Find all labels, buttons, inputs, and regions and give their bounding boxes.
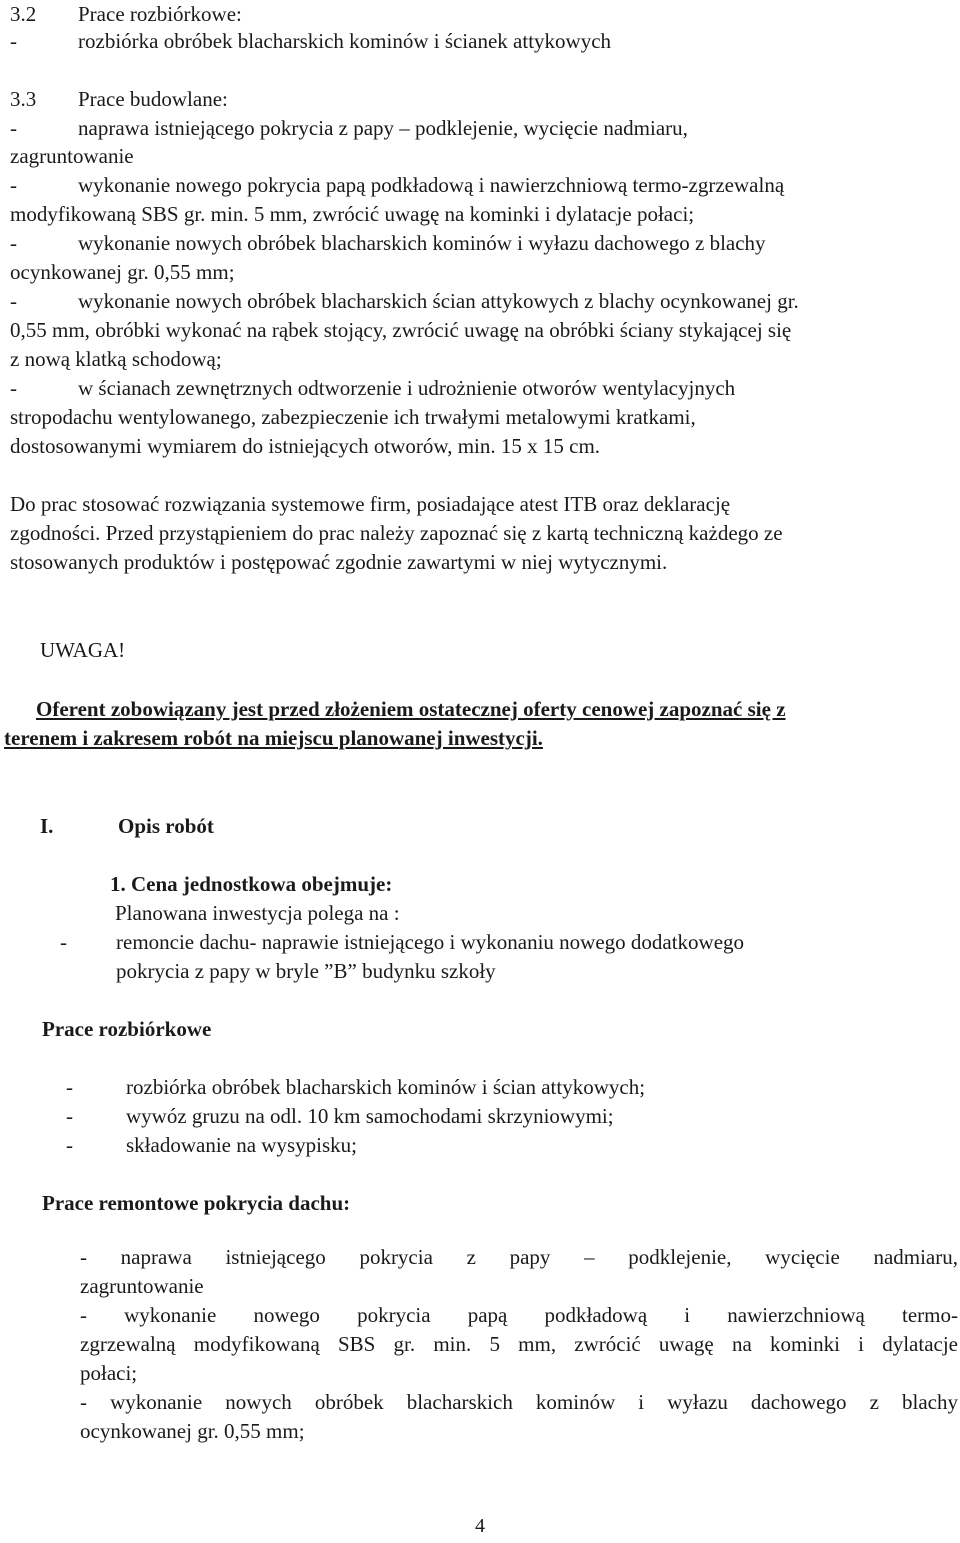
section-3-3-line: z nową klatką schodową; [10, 347, 222, 371]
uwaga-heading: UWAGA! [40, 638, 126, 662]
section-3-3-line: dostosowanymi wymiarem do istniejących otworów, min. 15 x 15 cm. [10, 434, 601, 458]
section-3-3-line: - wykonanie nowych obróbek blacharskich ścian attykowych z blachy ocynkowanej gr. [10, 289, 799, 313]
rozbiorkowe-item: - rozbiórka obróbek blacharskich kominów i ścian attykowych; [66, 1075, 646, 1099]
section-3-3-line: ocynkowanej gr. 0,55 mm; [10, 260, 235, 284]
systems-paragraph-line: Do prac stosować rozwiązania systemowe firm, posiadające atest ITB oraz deklarację [10, 492, 731, 516]
uwaga-notice-line: terenem i zakresem robót na miejscu planowanej inwestycji. [4, 726, 543, 750]
section-3-3-heading: 3.3 Prace budowlane: [10, 87, 228, 111]
prace-rozbiorkowe-heading: Prace rozbiórkowe [42, 1017, 212, 1041]
cena-jednostkowa-heading: 1. Cena jednostkowa obejmuje: [110, 872, 393, 896]
section-3-3-line: stropodachu wentylowanego, zabezpieczenie ich trwałymi metalowymi kratkami, [10, 405, 696, 429]
planowana-inwestycja-text: Planowana inwestycja polega na : [115, 901, 400, 925]
section-3-3-line: - wykonanie nowych obróbek blacharskich kominów i wyłazu dachowego z blachy [10, 231, 766, 255]
rozbiorkowe-item: - składowanie na wysypisku; [66, 1133, 357, 1157]
section-3-3-line: modyfikowaną SBS gr. min. 5 mm, zwrócić uwagę na kominki i dylatacje połaci; [10, 202, 695, 226]
investment-item-cont: pokrycia z papy w bryle ”B” budynku szkoły [116, 959, 496, 983]
remontowe-line: zagruntowanie [80, 1274, 204, 1298]
uwaga-notice-line: Oferent zobowiązany jest przed złożeniem ostatecznej oferty cenowej zapoznać się z [36, 697, 786, 721]
remontowe-line: - wykonanie nowych obróbek blacharskich kominów i wyłazu dachowego z blachy [80, 1390, 958, 1414]
remontowe-line: ocynkowanej gr. 0,55 mm; [80, 1419, 305, 1443]
remontowe-line: zgrzewalną modyfikowaną SBS gr. min. 5 mm, zwrócić uwagę na kominki i dylatacje [80, 1332, 958, 1356]
section-3-3-line: - wykonanie nowego pokrycia papą podkładową i nawierzchniową termo-zgrzewalną [10, 173, 785, 197]
systems-paragraph-line: stosowanych produktów i postępować zgodnie zawartymi w niej wytycznymi. [10, 550, 668, 574]
section-3-3-line: - naprawa istniejącego pokrycia z papy – podklejenie, wycięcie nadmiaru, [10, 116, 688, 140]
investment-item: - remoncie dachu- naprawie istniejącego i wykonaniu nowego dodatkowego [60, 930, 745, 954]
section-3-3-line: - w ścianach zewnętrznych odtworzenie i udrożnienie otworów wentylacyjnych [10, 376, 736, 400]
page-number: 4 [475, 1515, 485, 1537]
rozbiorkowe-item: - wywóz gruzu na odl. 10 km samochodami skrzyniowymi; [66, 1104, 614, 1128]
remontowe-line: - wykonanie nowego pokrycia papą podkładową i nawierzchniową termo- [80, 1303, 958, 1327]
section-3-2-heading: 3.2 Prace rozbiórkowe: [10, 2, 242, 26]
section-3-3-line: zagruntowanie [10, 144, 134, 168]
remontowe-line: - naprawa istniejącego pokrycia z papy – podklejenie, wycięcie nadmiaru, [80, 1245, 958, 1269]
section-3-2-item: - rozbiórka obróbek blacharskich kominów i ścianek attykowych [10, 29, 612, 53]
section-3-3-line: 0,55 mm, obróbki wykonać na rąbek stojący, zwrócić uwagę na obróbki ściany stykającej się [10, 318, 792, 342]
opis-robot-heading: I. Opis robót [40, 814, 214, 838]
systems-paragraph-line: zgodności. Przed przystąpieniem do prac należy zapoznać się z kartą techniczną każdego ze [10, 521, 783, 545]
remontowe-line: połaci; [80, 1361, 138, 1385]
prace-remontowe-heading: Prace remontowe pokrycia dachu: [42, 1191, 351, 1215]
